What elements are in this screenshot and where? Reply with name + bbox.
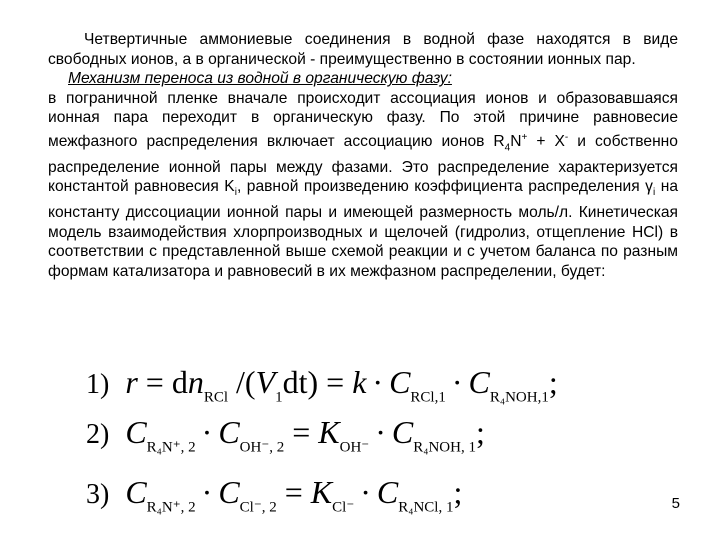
formula-rate (86, 364, 558, 406)
text-run: N (510, 133, 522, 151)
formula-symbol: C (218, 474, 240, 510)
formula-symbol: n (187, 364, 204, 400)
formula-symbol: r (125, 364, 138, 400)
formula-subscript: 1 (275, 389, 283, 406)
subscript: i (652, 187, 656, 199)
multiply-dot: · (375, 414, 386, 450)
body-text (48, 30, 678, 282)
multiply-dot: · (372, 364, 384, 400)
formula-number: 1) (86, 369, 110, 400)
formula-subscript: Cl⁻, 2 (239, 499, 277, 516)
formula-symbol: K (318, 414, 340, 450)
paragraph-mechanism (48, 89, 678, 282)
formula-subscript: RCl (203, 389, 229, 406)
subscript: i (234, 187, 237, 199)
formula-subscript: R₄NOH, 1 (413, 439, 476, 456)
superscript: - (564, 131, 569, 143)
text-run: , равной произведению коэффициента распределения γ (236, 178, 653, 196)
text-run: в пограничной пленке вначале происходит ассоциация ионов и образовавшаяся ионная пара переходит в органическую фазу. По этой причине равновесие межфазного распределения включает ассоциацию ионов R (48, 89, 678, 151)
formula-subscript: R₄N⁺, 2 (146, 439, 196, 456)
formula-symbol: C (468, 364, 490, 400)
formula-text: /( (228, 364, 256, 400)
paragraph-intro: Четвертичные аммониевые соединения в водной фазе находятся в виде свободных ионов, а в органической - преимущественно в состоянии ионных пар. (48, 31, 678, 68)
formula-text: dt) = (282, 364, 353, 400)
formula-number: 3) (86, 479, 110, 510)
formula-symbol: C (125, 474, 147, 510)
formula-number: 2) (86, 419, 110, 450)
formula-subscript: Cl⁻ (332, 499, 355, 516)
formula-text: ; (475, 414, 485, 450)
multiply-dot: · (201, 414, 213, 450)
section-heading: Механизм переноса из водной в органическую фазу: (68, 70, 452, 88)
formula-symbol: K (310, 474, 333, 510)
formula-text: ; (548, 364, 558, 400)
formula-subscript: RCl,1 (410, 389, 446, 406)
formula-text: = (276, 474, 311, 510)
formula-subscript: OH⁻ (339, 439, 370, 456)
formula-subscript: R₄NOH,1 (489, 389, 549, 406)
formula-symbol: C (389, 364, 411, 400)
formula-symbol: C (391, 414, 414, 450)
formula-text: = d (137, 364, 188, 400)
multiply-dot: · (201, 474, 213, 510)
formula-symbol: k (352, 364, 367, 400)
formula-symbol: C (376, 474, 399, 510)
multiply-dot: · (360, 474, 371, 510)
formula-text: = (284, 414, 319, 450)
formula-symbol: C (218, 414, 240, 450)
text-run: на константу диссоциации ионной пары и имеющей размерность моль/л. Кинетическая модель взаимодействия хлорпроизводных и щелочей (гидролиз, отщепление HCl) в соответствии с представленной выше схемой реакции и с учетом баланса по разным формам катализатора и равновесий в их межфазном распределении, будет: (48, 178, 678, 280)
formula-subscript: R₄N⁺, 2 (146, 499, 196, 516)
formula-equilibrium-oh (86, 414, 485, 456)
formula-text: ; (453, 474, 463, 510)
formula-symbol: C (125, 414, 147, 450)
formula-symbol: V (255, 364, 276, 400)
page-number: 5 (671, 495, 680, 512)
text-run: + X (527, 133, 565, 151)
superscript: + (521, 131, 528, 143)
multiply-dot: · (451, 364, 463, 400)
formula-equilibrium-cl (86, 474, 462, 516)
text-run: и собственно распределение ионной пары между фазами. Это распределение характеризуется константой равновесия K (48, 133, 678, 196)
formula-subscript: R₄NCl, 1 (398, 499, 454, 516)
formula-subscript: OH⁻, 2 (239, 439, 285, 456)
subscript: 4 (504, 142, 511, 154)
